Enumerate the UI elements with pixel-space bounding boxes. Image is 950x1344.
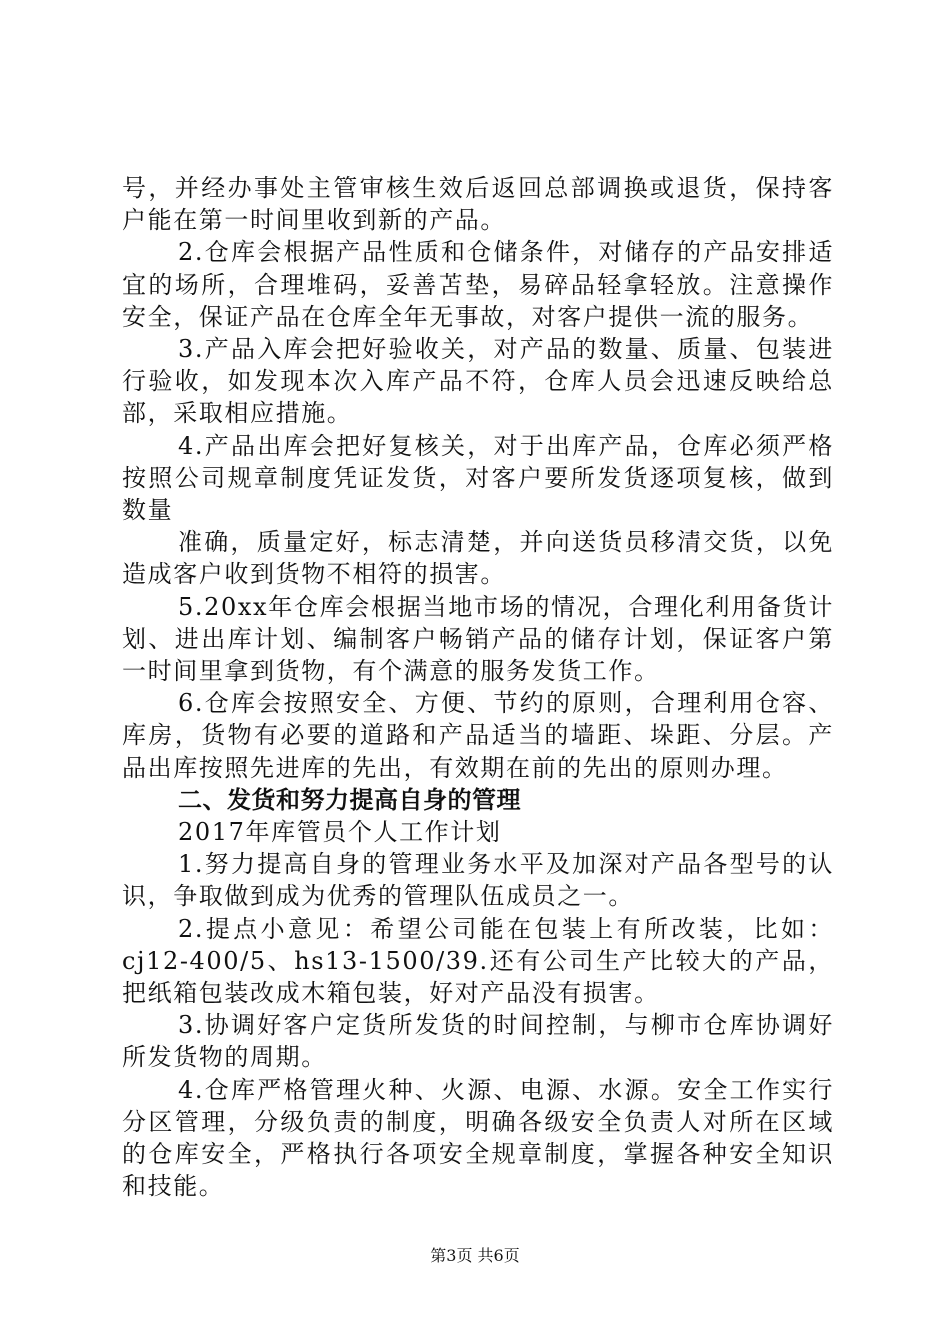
paragraph-plan-item-3: 3.协调好客户定货所发货的时间控制，与柳市仓库协调好所发货物的周期。: [122, 1011, 834, 1072]
section-heading: 二、发货和努力提高自身的管理: [178, 785, 521, 814]
paragraph-plan-item-1: 1.努力提高自身的管理业务水平及加深对产品各型号的认识，争取做到成为优秀的管理队伍成员之一。: [122, 850, 834, 911]
plan-title-line: 2017年库管员个人工作计划: [178, 818, 502, 847]
paragraph-item-5: 5.20xx年仓库会根据当地市场的情况，合理化利用备货计划、进出库计划、编制客户畅销产品的储存计划，保证客户第一时间里拿到货物，有个满意的服务发货工作。: [122, 592, 834, 686]
paragraph-item-4: 4.产品出库会把好复核关，对于出库产品，仓库必须严格按照公司规章制度凭证发货，对客户要所发货逐项复核，做到数量: [122, 431, 834, 525]
paragraph-item-4-continued: 准确，质量定好，标志清楚，并向送货员移清交货，以免造成客户收到货物不相符的损害。: [122, 528, 834, 589]
paragraph-plan-item-2: 2.提点小意见：希望公司能在包装上有所改装，比如：cj12-400/5、hs13-1500/39.还有公司生产比较大的产品，把纸箱包装改成木箱包装，好对产品没有损害。: [122, 914, 834, 1008]
paragraph-continuation: 号，并经办事处主管审核生效后返回总部调换或退货，保持客户能在第一时间里收到新的产品。: [122, 174, 834, 235]
paragraph-item-6: 6.仓库会按照安全、方便、节约的原则，合理利用仓容、库房，货物有必要的道路和产品适当的墙距、垛距、分层。产品出库按照先进库的先出，有效期在前的先出的原则办理。: [122, 689, 834, 782]
page-number-footer: 第3页 共6页: [430, 1246, 520, 1265]
document-body: [122, 172, 834, 1203]
paragraph-item-2: 2.仓库会根据产品性质和仓储条件，对储存的产品安排适宜的场所，合理堆码，妥善苫垫，易碎品轻拿轻放。注意操作安全，保证产品在仓库全年无事故，对客户提供一流的服务。: [122, 238, 834, 331]
paragraph-plan-item-4: 4.仓库严格管理火种、火源、电源、水源。安全工作实行分区管理，分级负责的制度，明确各级安全负责人对所在区域的仓库安全，严格执行各项安全规章制度，掌握各种安全知识和技能。: [122, 1075, 834, 1201]
paragraph-item-3: 3.产品入库会把好验收关，对产品的数量、质量、包装进行验收，如发现本次入库产品不符，仓库人员会迅速反映给总部，采取相应措施。: [122, 335, 834, 428]
